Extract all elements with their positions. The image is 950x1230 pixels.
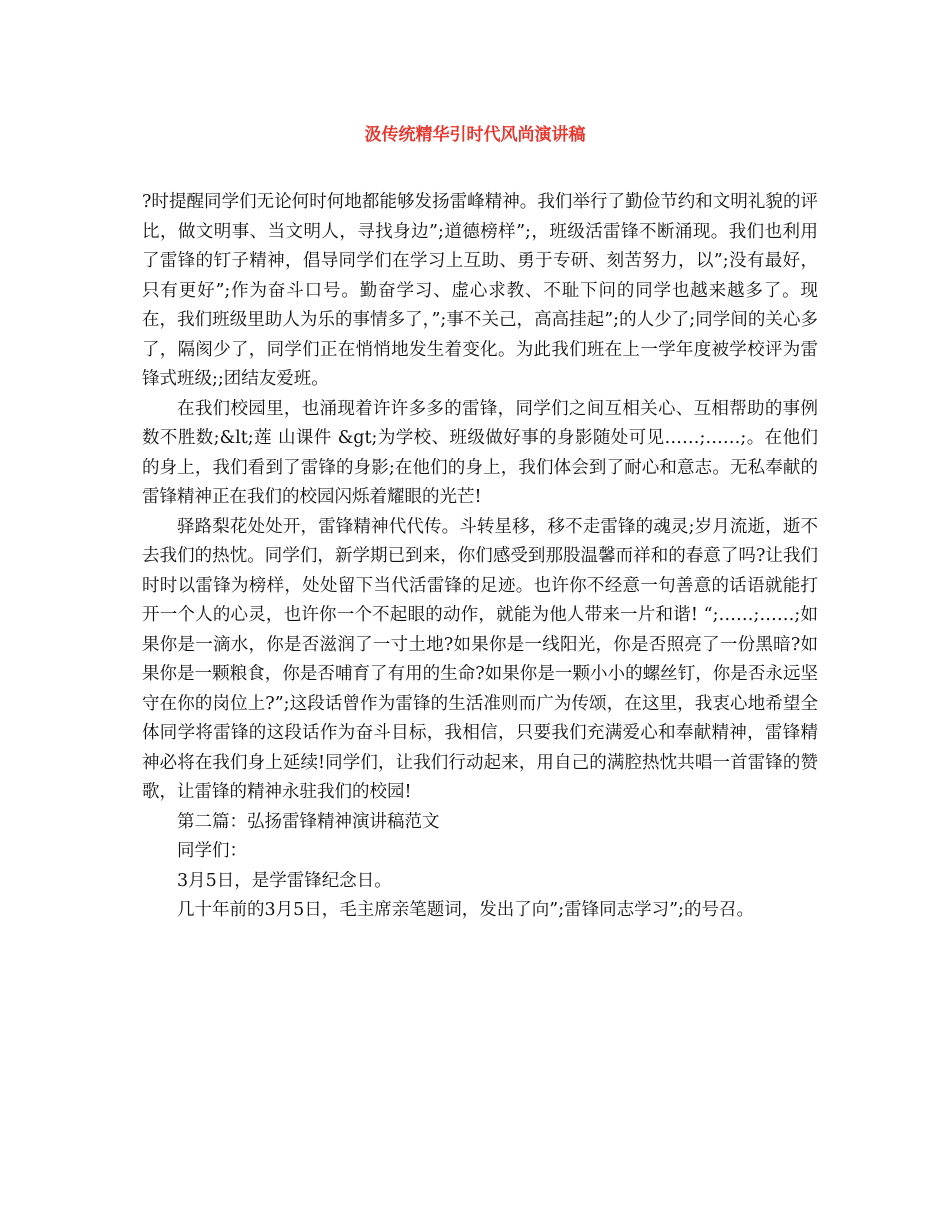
document-title: 汲传统精华引时代风尚演讲稿 bbox=[364, 125, 586, 145]
document-body bbox=[142, 188, 818, 926]
paragraph-3: 驿路梨花处处开，雷锋精神代代传。斗转星移，移不走雷锋的魂灵;岁月流逝，逝不去我们的热忱。同学们，新学期已到来，你们感受到那股温馨而祥和的春意了吗?让我们时时以雷锋为榜样，处处留下当代活雷锋的足迹。也许你不经意一句善意的话语就能打开一个人的心灵，也许你一个不起眼的动作，就能为他人带来一片和谐! “;……;……;如果你是一滴水，你是否滋润了一寸土地?如果你是一线阳光，你是否照亮了一份黑暗?如果你是一颗粮食，你是否哺育了有用的生命?如果你是一颗小小的螺丝钉，你是否永远坚守在你的岗位上?”;这段话曾作为雷锋的生活准则而广为传颂，在这里，我衷心地希望全体同学将雷锋的这段话作为奋斗目标，我相信，只要我们充满爱心和奉献精神，雷锋精神必将在我们身上延续!同学们，让我们行动起来，用自己的满腔热忱共唱一首雷锋的赞歌，让雷锋的精神永驻我们的校园! bbox=[142, 516, 818, 802]
salutation: 同学们： bbox=[177, 841, 247, 861]
paragraph-final: 几十年前的3月5日，毛主席亲笔题词，发出了向”;雷锋同志学习”;的号召。 bbox=[177, 900, 754, 920]
paragraph-1: ?时提醒同学们无论何时何地都能够发扬雷峰精神。我们举行了勤俭节约和文明礼貌的评比，做文明事、当文明人，寻找身边”;道德榜样”;，班级活雷锋不断涌现。我们也利用了雷锋的钉子精神，倡导同学们在学习上互助、勇于专研、刻苦努力，以”;没有最好，只有更好”;作为奋斗口号。勤奋学习、虚心求教、不耻下问的同学也越来越多了。现在，我们班级里助人为乐的事情多了，”;事不关己，高高挂起”;的人少了;同学间的关心多了，隔阂少了，同学们正在悄悄地发生着变化。为此我们班在上一学年度被学校评为雷锋式班级;;团结友爱班。 bbox=[142, 192, 818, 389]
section-heading: 第二篇：弘扬雷锋精神演讲稿范文 bbox=[177, 811, 440, 832]
paragraph-date: 3月5日，是学雷锋纪念日。 bbox=[177, 870, 392, 891]
paragraph-2: 在我们校园里，也涌现着许许多多的雷锋，同学们之间互相关心、互相帮助的事例数不胜数;&lt;莲 山课件 &gt;为学校、班级做好事的身影随处可见……;……;。在他们的身上，我们看到了雷锋的身影;在他们的身上，我们体会到了耐心和意志。无私奉献的雷锋精神正在我们的校园闪烁着耀眼的光芒! bbox=[142, 398, 818, 507]
